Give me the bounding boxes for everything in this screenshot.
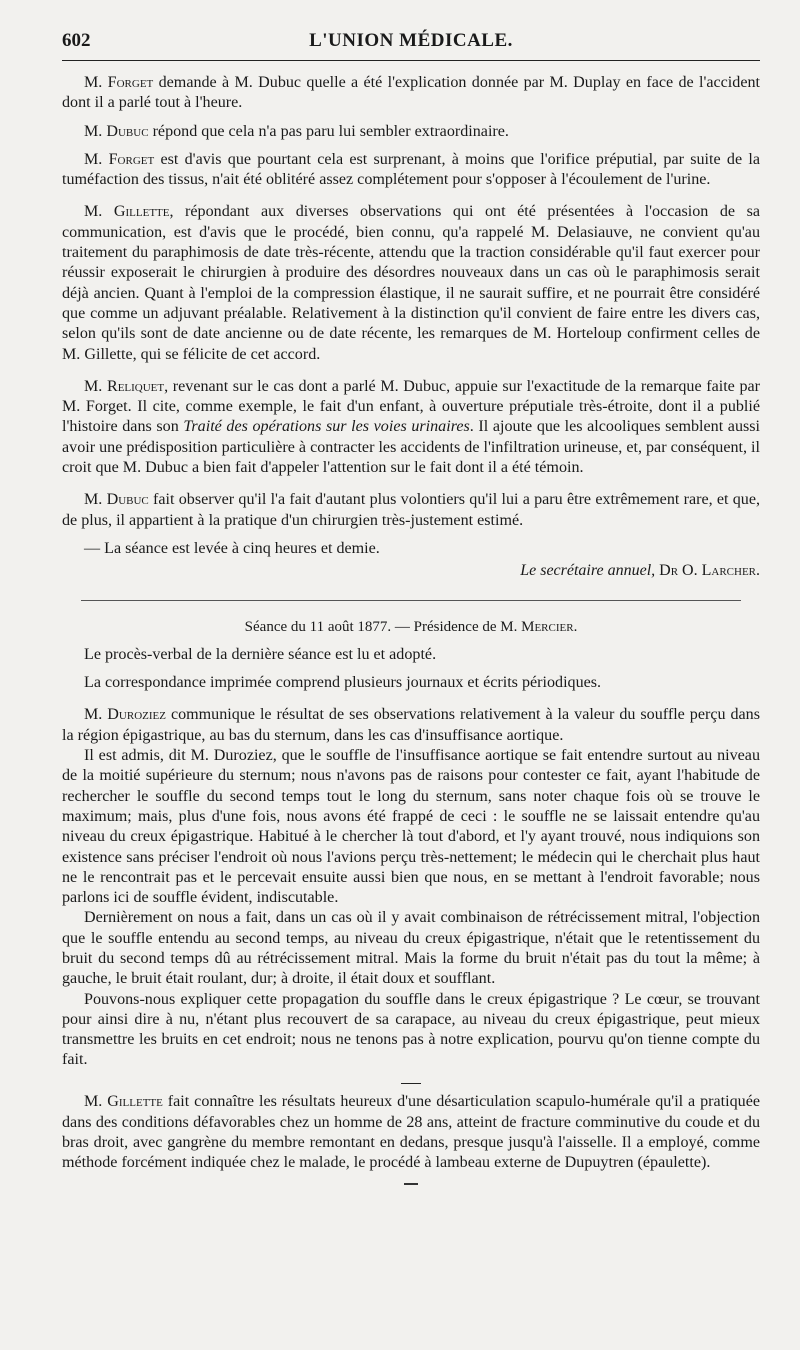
speaker-name: M. Forget — [84, 150, 155, 168]
paragraph-text: fait observer qu'il l'a fait d'autant plus volontiers qu'il lui a paru être extrêmement rare, et que, de plus, il appartient à la pratique d'un chirurgien très-justement estimé. — [62, 491, 760, 529]
speaker-name: M. Gillette — [84, 203, 170, 221]
paragraph: Le procès-verbal de la dernière séance est lu et adopté. — [84, 645, 437, 663]
paragraph: La correspondance imprimée comprend plusieurs journaux et écrits périodiques. — [84, 674, 602, 692]
footer-dash — [404, 1183, 418, 1185]
short-separator — [401, 1083, 421, 1085]
speaker-name: M. Reliquet — [84, 377, 165, 395]
signature — [62, 561, 760, 581]
paragraph — [62, 705, 760, 746]
paragraph — [62, 377, 760, 478]
speaker-name: M. Duroziez — [84, 706, 166, 724]
paragraph-text: fait connaître les résultats heureux d'une désarticulation scapulo-humérale qu'il a pratiquée dans des conditions défavorables chez un homme de 28 ans, atteint de fracture comminutive du coude et du bras droit, avec gangrène du membre remontant en dedans, presque jusqu'à l'aisselle. Il a employé, comme méthode forcément indiquée chez le malade, le procédé à lambeau externe de Dupuytren (épaulette). — [62, 1093, 761, 1172]
paragraph: Dernièrement on nous a fait, dans un cas où il y avait combinaison de rétrécissement mitral, l'objection que le souffle entendu au second temps, au niveau du creux épigastrique, n'était que le retentissement du bruit du second temps dû au rétrécissement mitral. Mais la forme du bruit n'était pas du tout la même; à gauche, le bruit était roulant, dur; à droite, il était doux et soufflant. — [62, 909, 760, 988]
paragraph — [62, 202, 760, 364]
signature-role: Le secrétaire annuel, — [520, 562, 656, 580]
paragraph — [62, 1092, 760, 1173]
paragraph-text: , répondant aux diverses observations qui ont été présentées à l'occasion de sa communication, est d'avis que le procédé, bien connu, qu'a rappelé M. Delasiauve, ne convient qu'au traitement du paraphimosis de date très-récente, attendu que la traction considérable qu'il faut exercer pour réussir exposerait le chirurgien à produire des désordres nouveaux dans un cas où le paraphimosis serait déjà ancien. Quant à l'emploi de la compression élastique, il ne saurait suffire, et ne pourrait être considéré que comme un adjuvant préalable. Relativement à la distinction qu'il convient de faire entre les divers cas, selon qu'ils sont de date ancienne ou de date récente, les remarques de M. Horteloup confirment celles de M. Gillette, qui se félicite de cet accord. — [62, 203, 760, 363]
paragraph — [62, 150, 760, 191]
running-title: L'UNION MÉDICALE. — [309, 30, 513, 51]
paragraph-text: , revenant sur le cas dont a parlé M. Dubuc, appuie sur l'exactitude de la remarque faite par M. Forget. Il cite, comme exemple, le fait d'un enfant, à ouverture préputiale très-étroite, dont il a publié l'histoire dans son — [62, 377, 760, 436]
session-heading — [62, 617, 760, 637]
session-heading-text: Séance du 11 août 1877. — Présidence de M. — [244, 618, 522, 635]
paragraph — [62, 122, 760, 142]
section-divider — [81, 600, 741, 601]
page-header — [62, 26, 760, 61]
president-name: Mercier — [521, 618, 574, 635]
paragraph — [62, 73, 760, 114]
book-title: Traité des opérations sur les voies urinaires — [183, 418, 470, 436]
speaker-name: M. Dubuc — [84, 491, 149, 509]
paragraph: Il est admis, dit M. Duroziez, que le souffle de l'insuffisance aortique se fait entendre surtout au niveau de la moitié supérieure du sternum; nous n'avons pas de raisons pour contester ce fait, ayant l'habitude de rechercher le souffle du second temps tout le long du sternum, sans noter chaque fois où se trouve le maximum; mais, plus d'une fois, nous avons été frappé de ceci : le souffle ne se laissait entendre qu'au niveau du creux épigastrique. Habitué à le chercher là tout d'abord, et l'y ayant trouvé, nous indiquions son existence sans préciser l'endroit où nous l'avions perçu très-nettement; le médecin qui le cherchait plus haut ne le rencontrait pas et le percevait ensuite aussi bien que nous, en se mettant à l'endroit favorable; nous parlons ici de souffle évident, indiscutable. — [62, 747, 760, 907]
session-closing: — La séance est levée à cinq heures et demie. — [84, 539, 380, 557]
paragraph-text: répond que cela n'a pas paru lui sembler extraordinaire. — [148, 122, 509, 140]
speaker-name: M. Gillette — [84, 1093, 163, 1111]
paragraph — [62, 490, 760, 531]
article-body — [62, 73, 760, 1185]
speaker-name: M. Dubuc — [84, 122, 149, 140]
speaker-name: M. Forget — [84, 74, 154, 91]
paragraph-text: demande à M. Dubuc quelle a été l'explication donnée par M. Duplay en face de l'accident dont il a parlé tout à l'heure. — [62, 74, 760, 112]
page-number: 602 — [62, 30, 91, 51]
session-heading-end: . — [573, 618, 578, 635]
signature-name: Dr O. Larcher. — [659, 562, 760, 580]
paragraph-text: communique le résultat de ses observations relativement à la valeur du souffle perçu dans la région épigastrique, au bas du sternum, dans les cas d'insuffisance aortique. — [62, 706, 760, 744]
paragraph-text: est d'avis que pourtant cela est surprenant, à moins que l'orifice préputial, par suite de la tuméfaction des tissus, n'ait été oblitéré assez complétement pour s'opposer à l'écoulement de l'urine. — [62, 150, 760, 189]
paragraph: Pouvons-nous expliquer cette propagation du souffle dans le creux épigastrique ? Le cœur, se trouvant pour ainsi dire à nu, n'étant plus recouvert de sa carapace, au niveau du creux épigastrique, peut mieux transmettre les bruits en cet endroit; nous ne tenons pas à notre explication, pourvu qu'on tienne compte du fait. — [62, 990, 760, 1069]
paragraph-text: . Il ajoute que les alcooliques semblent aussi avoir une prédisposition particulière à contracter les accidents de l'infiltration urineuse, et, par conséquent, il croit que M. Dubuc a bien fait d'appeler l'attention sur le fait dont il a été témoin. — [62, 418, 760, 477]
